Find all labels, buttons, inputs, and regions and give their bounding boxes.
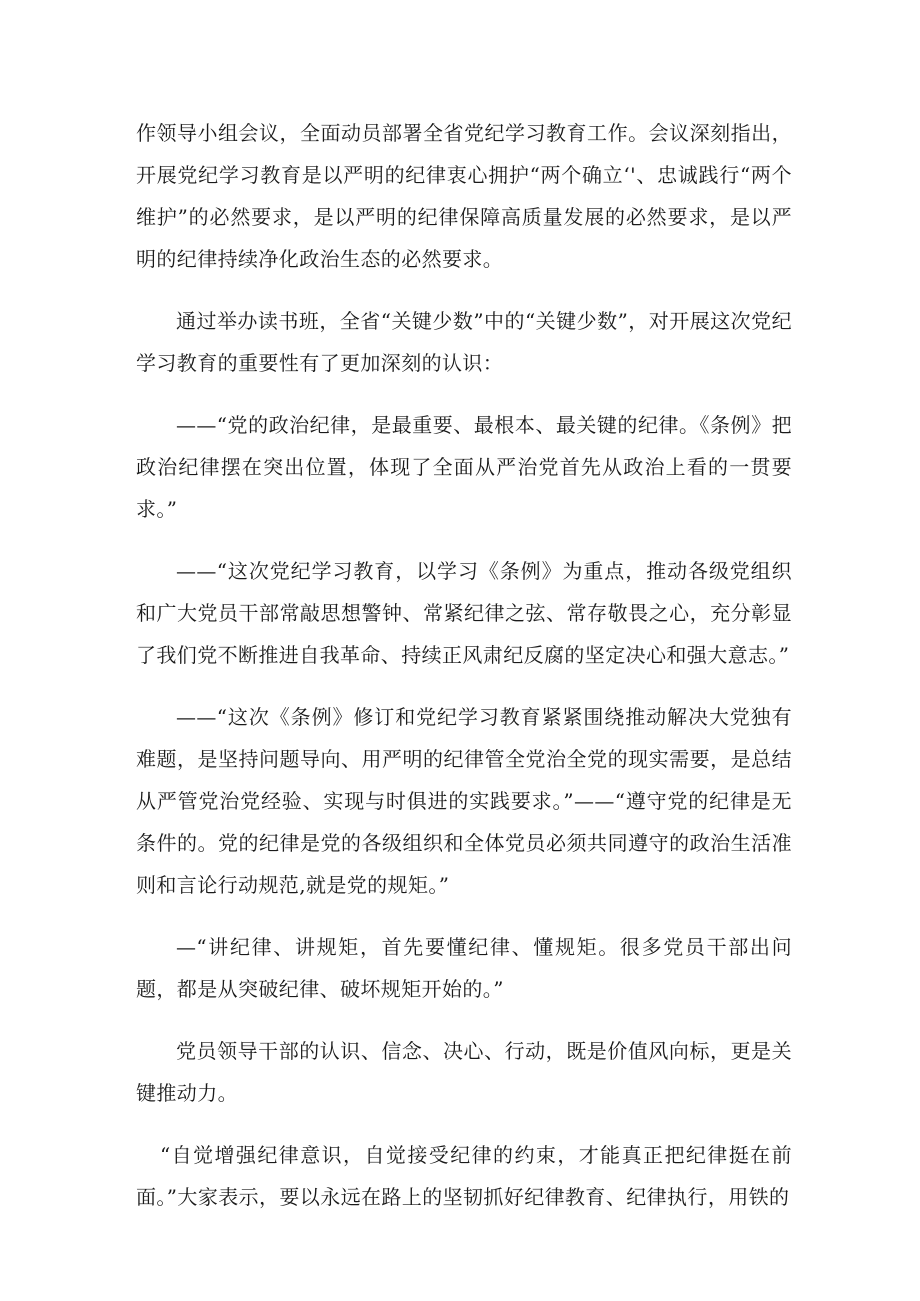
paragraph-leaders: 党员领导干部的认识、信念、决心、行动，既是价值风向标，更是关键推动力。 — [136, 1039, 792, 1105]
paragraph-discipline-awareness: “自觉增强纪律意识，自觉接受纪律的约束，才能真正把纪律挺在前面。”大家表示，要以永远在路上的坚韧抓好纪律教育、纪律执行，用铁的 — [136, 1143, 792, 1209]
paragraph-quote-study-focus: ——“这次党纪学习教育，以学习《条例》为重点，推动各级党组织和广大党员干部常敲思想警钟、常紧纪律之弦、常存敬畏之心，充分彰显了我们党不断推进自我革命、持续正风肃纪反腐的坚定决心和强大意志。” — [136, 559, 792, 667]
paragraph-continuation: 作领导小组会议，全面动员部署全省党纪学习教育工作。会议深刻指出，开展党纪学习教育是以严明的纪律衷心拥护“两个确立‘'、忠诚践行“两个维护”的必然要求，是以严明的纪律保障高质量发展的必然要求，是以严明的纪律持续净化政治生态的必然要求。 — [136, 121, 792, 271]
paragraph-reading-class: 通过举办读书班，全省“关键少数”中的“关键少数”，对开展这次党纪学习教育的重要性有了更加深刻的认识： — [136, 309, 792, 375]
document-body — [136, 112, 792, 1238]
paragraph-quote-revision: ——“这次《条例》修订和党纪学习教育紧紧围绕推动解决大党独有难题，是坚持问题导向、用严明的纪律管全党治全党的现实需要，是总结从严管党治党经验、实现与时俱进的实践要求。”——“遵守党的纪律是无条件的。党的纪律是党的各级组织和全体党员必须共同遵守的政治生活准则和言论行动规范,就是党的规矩。” — [136, 705, 792, 897]
paragraph-quote-political-discipline: ——“党的政治纪律，是最重要、最根本、最关键的纪律。《条例》把政治纪律摆在突出位置，体现了全面从严治党首先从政治上看的一贯要求。” — [136, 413, 792, 521]
paragraph-quote-rules: —“讲纪律、讲规矩，首先要懂纪律、懂规矩。很多党员干部出问题，都是从突破纪律、破坏规矩开始的。” — [136, 935, 792, 1001]
